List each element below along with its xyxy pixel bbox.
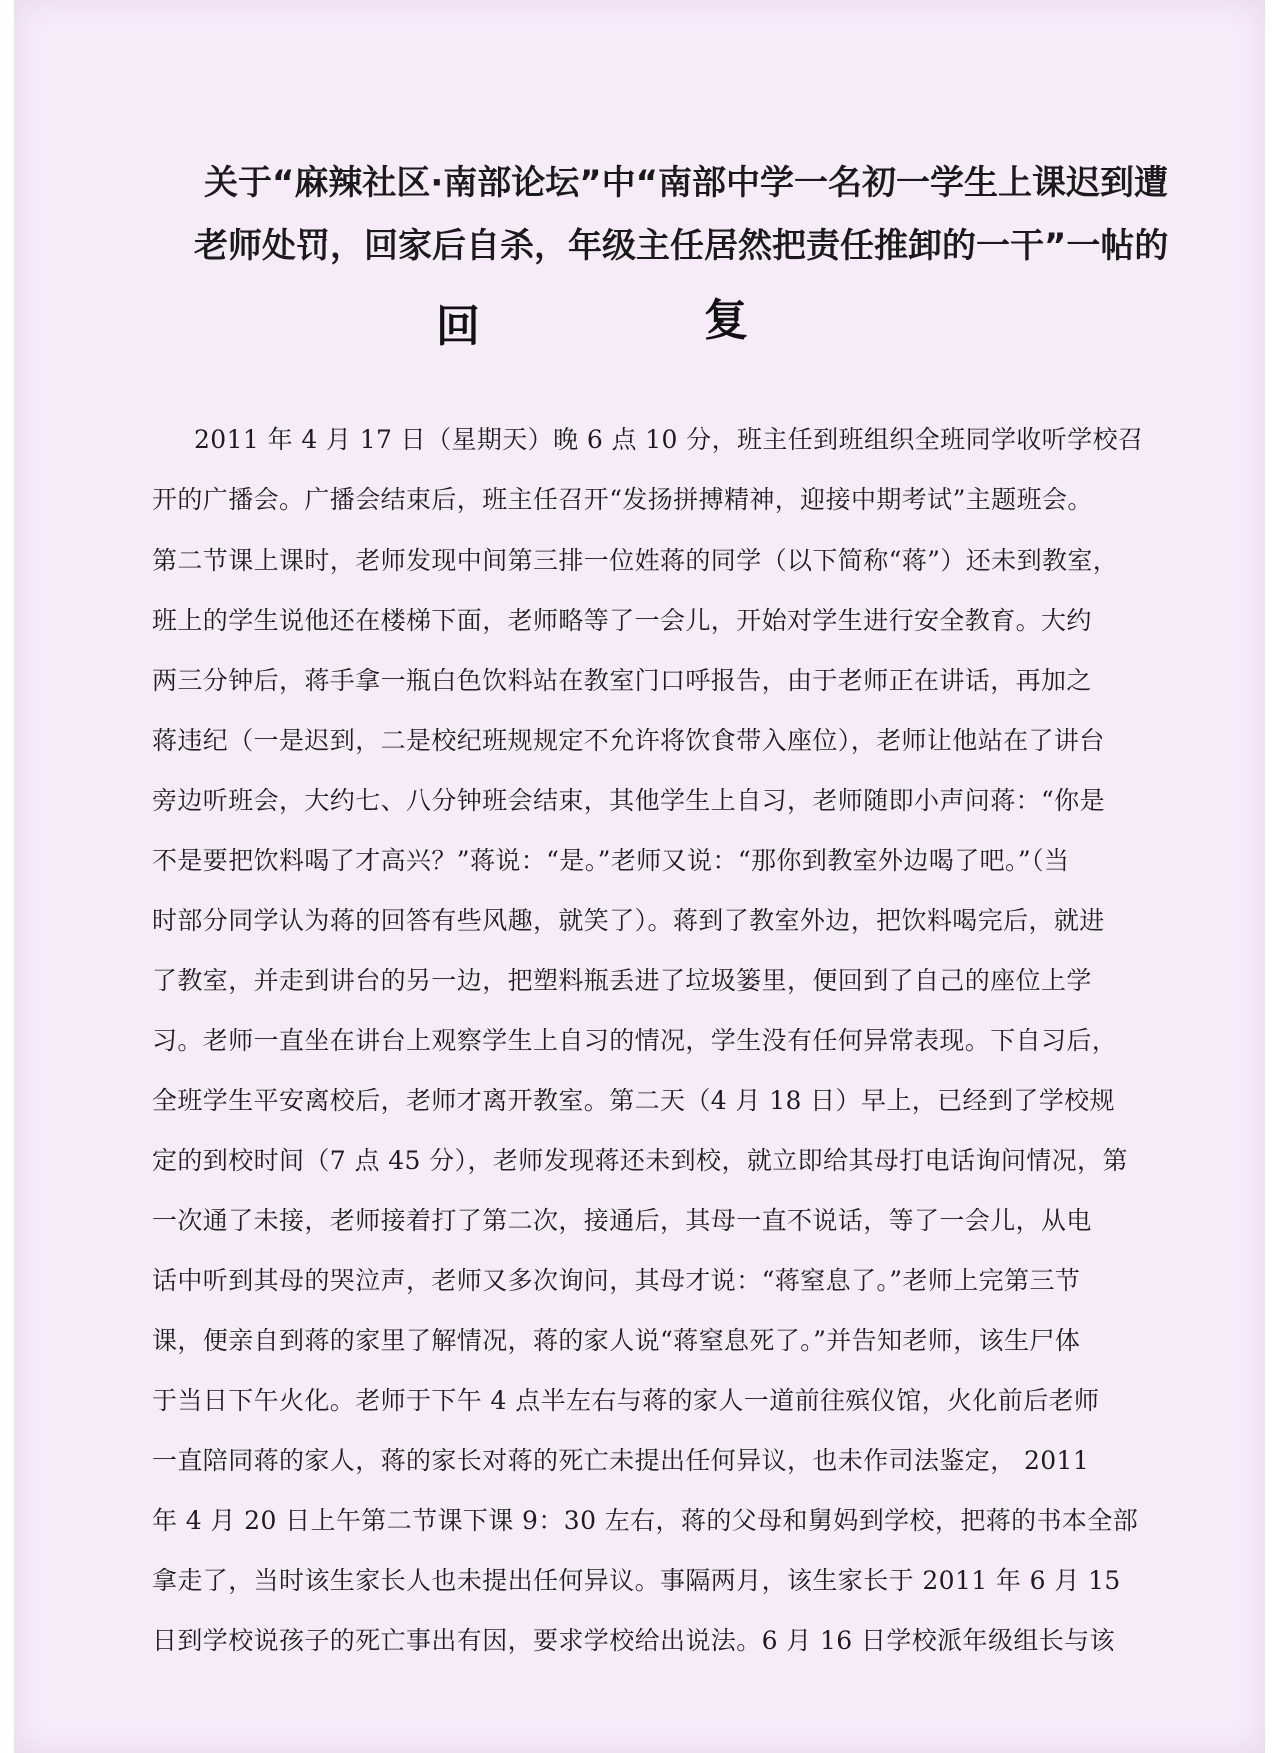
reply-title-char-2: 复 — [704, 295, 748, 346]
body-line: 定的到校时间（7 点 45 分），老师发现蒋还未到校，就立即给其母打电话询问情况，第 — [152, 1146, 1128, 1175]
body-line: 习。老师一直坐在讲台上观察学生上自习的情况，学生没有任何异常表现。下自习后， — [152, 1026, 1118, 1055]
body-line: 一直陪同蒋的家人，蒋的家长对蒋的死亡未提出任何异议，也未作司法鉴定， 2011 — [152, 1446, 1090, 1475]
body-line: 开的广播会。广播会结束后，班主任召开“发扬拼搏精神，迎接中期考试”主题班会。 — [152, 485, 1093, 514]
body-line: 话中听到其母的哭泣声，老师又多次询问，其母才说：“蒋窒息了。”老师上完第三节 — [152, 1266, 1081, 1295]
body-line: 了教室，并走到讲台的另一边，把塑料瓶丢进了垃圾篓里，便回到了自己的座位上学 — [152, 966, 1092, 995]
body-line: 于当日下午火化。老师于下午 4 点半左右与蒋的家人一道前往殡仪馆，火化前后老师 — [152, 1386, 1100, 1415]
reply-title-char-1: 回 — [436, 301, 480, 352]
body-line: 第二节课上课时，老师发现中间第三排一位姓蒋的同学（以下简称“蒋”）还未到教室， — [152, 546, 1119, 575]
body-line: 课，便亲自到蒋的家里了解情况，蒋的家人说“蒋窒息死了。”并告知老师，该生尸体 — [152, 1326, 1081, 1355]
body-line: 全班学生平安离校后，老师才离开教室。第二天（4 月 18 日）早上，已经到了学校规 — [152, 1086, 1115, 1115]
body-line: 两三分钟后，蒋手拿一瓶白色饮料站在教室门口呼报告，由于老师正在讲话，再加之 — [152, 666, 1092, 695]
document-heading-line-1: 关于“麻辣社区·南部论坛”中“南部中学一名初一学生上课迟到遭 — [204, 163, 1168, 203]
body-line: 班上的学生说他还在楼梯下面，老师略等了一会儿，开始对学生进行安全教育。大约 — [152, 606, 1092, 635]
body-line: 时部分同学认为蒋的回答有些风趣，就笑了）。蒋到了教室外边，把饮料喝完后，就进 — [152, 906, 1105, 935]
body-line: 日到学校说孩子的死亡事出有因，要求学校给出说法。6 月 16 日学校派年级组长与该 — [152, 1626, 1115, 1655]
body-line: 蒋违纪（一是迟到，二是校纪班规规定不允许将饮食带入座位），老师让他站在了讲台 — [152, 726, 1105, 755]
document-heading-line-2: 老师处罚，回家后自杀，年级主任居然把责任推卸的一干”一帖的 — [194, 226, 1169, 266]
body-line: 拿走了，当时该生家长人也未提出任何异议。事隔两月，该生家长于 2011 年 6 月 15 — [152, 1566, 1121, 1595]
body-line: 一次通了未接，老师接着打了第二次，接通后，其母一直不说话，等了一会儿，从电 — [152, 1206, 1092, 1235]
scan-edge — [1265, 0, 1275, 1753]
body-line: 旁边听班会，大约七、八分钟班会结束，其他学生上自习，老师随即小声问蒋：“你是 — [152, 786, 1105, 815]
body-line: 2011 年 4 月 17 日（星期天）晚 6 点 10 分，班主任到班组织全班同学收听学校召 — [194, 425, 1144, 454]
paper-sheet — [14, 0, 1265, 1753]
body-line: 年 4 月 20 日上午第二节课下课 9：30 左右，蒋的父母和舅妈到学校，把蒋的书本全部 — [152, 1506, 1139, 1535]
body-line: 不是要把饮料喝了才高兴？”蒋说：“是。”老师又说：“那你到教室外边喝了吧。”（当 — [152, 846, 1070, 875]
